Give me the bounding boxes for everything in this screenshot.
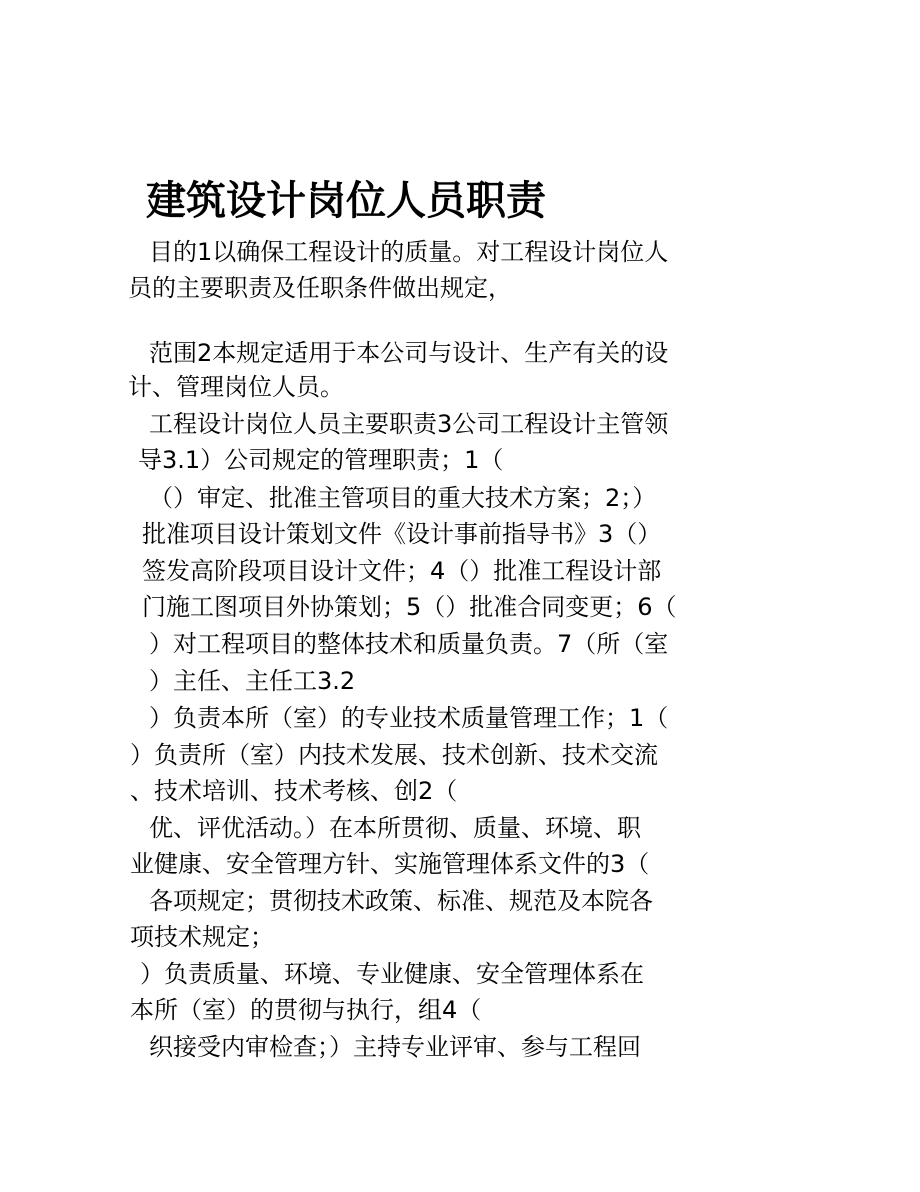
body-line: ）负责本所（室）的专业技术质量管理工作；1（	[149, 704, 669, 732]
body-line: 业健康、安全管理方针、实施管理体系文件的3（	[130, 850, 650, 878]
body-line: ）对工程项目的整体技术和质量负责。7（所（室	[149, 630, 669, 658]
body-line: ）负责所（室）内技术发展、技术创新、技术交流	[130, 741, 658, 769]
body-line: 、技术培训、技术考核、创2（	[130, 777, 458, 805]
body-line: 计、管理岗位人员。	[128, 373, 344, 401]
body-line: 目的1以确保工程设计的质量。对工程设计岗位人	[149, 238, 669, 266]
body-line: 项技术规定；	[130, 923, 274, 951]
body-line: 优、评优活动。）在本所贯彻、质量、环境、职	[149, 814, 641, 842]
body-line: 批准项目设计策划文件《设计事前指导书》3（）	[142, 520, 662, 548]
body-line: 签发高阶段项目设计文件；4（）批准工程设计部	[142, 557, 662, 585]
body-line: 员的主要职责及任职条件做出规定，	[128, 274, 512, 302]
body-line: （）审定、批准主管项目的重大技术方案；2；）	[149, 484, 657, 512]
body-line: 范围2本规定适用于本公司与设计、生产有关的设	[149, 339, 669, 367]
body-line: ）负责质量、环境、专业健康、安全管理体系在	[140, 960, 644, 988]
body-line: 各项规定；贯彻技术政策、标准、规范及本院各	[149, 887, 653, 915]
page-title: 建筑设计岗位人员职责	[146, 178, 546, 224]
body-line: 工程设计岗位人员主要职责3公司工程设计主管领	[149, 410, 669, 438]
body-line: ）主任、主任工3.2	[149, 667, 356, 695]
body-line: 本所（室）的贯彻与执行，组4（	[130, 996, 482, 1024]
body-line: 门施工图项目外协策划；5（）批准合同变更；6（	[142, 593, 677, 621]
body-line: 织接受内审检查；）主持专业评审、参与工程回	[149, 1033, 641, 1061]
body-line: 导3.1）公司规定的管理职责；1（	[138, 446, 504, 474]
